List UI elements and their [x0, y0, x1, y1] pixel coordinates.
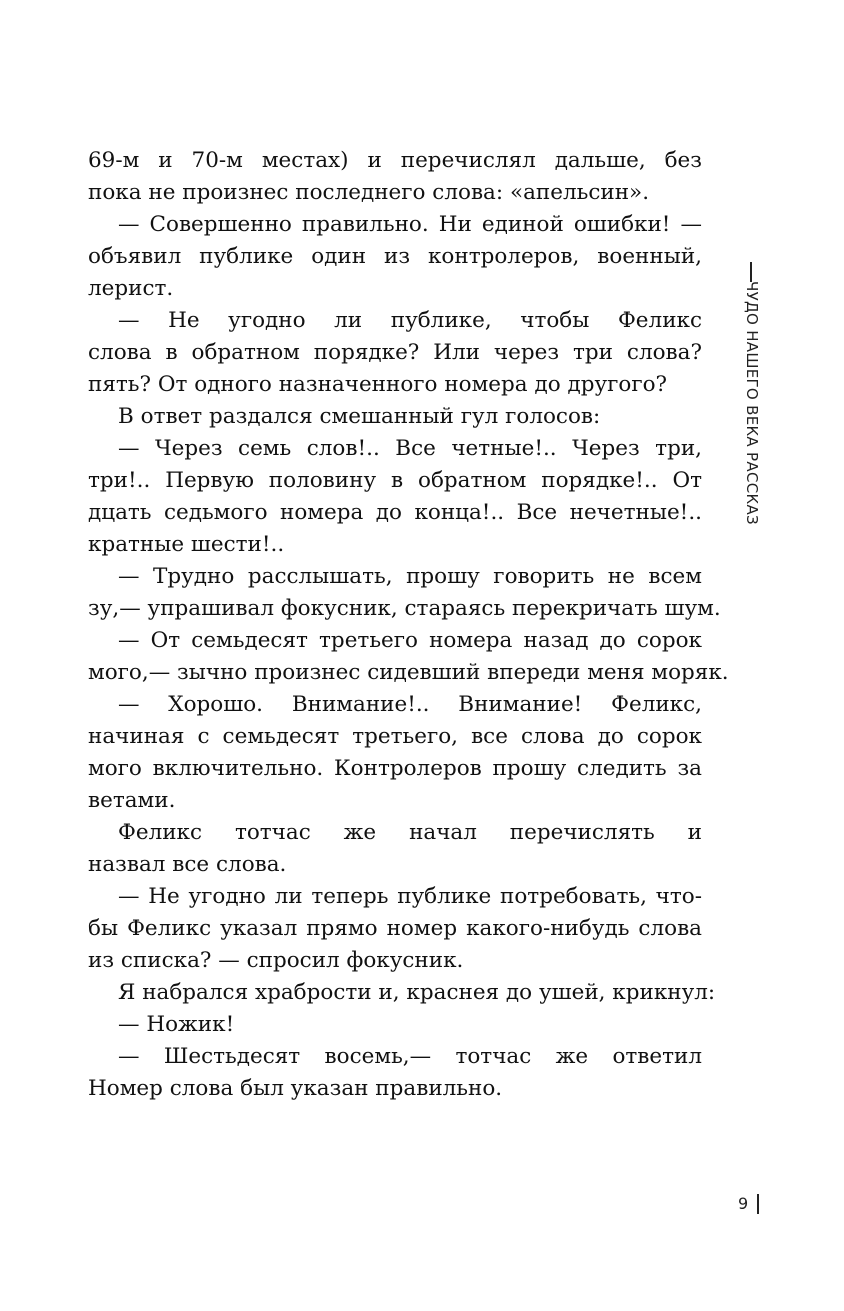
text-line: — Через семь слов!.. Все четные!.. Через три, [118, 436, 702, 461]
text-line: ветами. [88, 788, 176, 813]
text-line: В ответ раздался смешанный гул голосов: [118, 404, 601, 429]
text-line: — Ножик! [118, 1012, 235, 1037]
text-line: — Совершенно правильно. Ни единой ошибки! — [118, 212, 702, 237]
text-line: — От семьдесят третьего номера назад до сорок [118, 628, 702, 653]
text-line: Феликс тотчас же начал перечислять и [118, 820, 702, 845]
text-line: назвал все слова. [88, 852, 287, 877]
text-line: — Не угодно ли теперь публике потребовать, что- [118, 884, 702, 909]
text-line: мого,— зычно произнес сидевший впереди меня моряк. [88, 660, 729, 685]
text-line: из списка? — спросил фокусник. [88, 948, 464, 973]
text-line: дцать седьмого номера до конца!.. Все нечетные!.. [88, 500, 702, 525]
text-line: пять? От одного назначенного номера до другого? [88, 372, 668, 397]
text-line: зу,— упрашивал фокусник, стараясь перекричать шум. [88, 596, 721, 621]
text-line: слова в обратном порядке? Или через три слова? [88, 340, 702, 365]
text-line: Я набрался храбрости и, краснея до ушей, крикнул: [118, 980, 716, 1005]
text-line: пока не произнес последнего слова: «апельсин». [88, 180, 650, 205]
text-line: мого включительно. Контролеров прошу следить за [88, 756, 702, 781]
text-line: начиная с семьдесят третьего, все слова до сорок [88, 724, 702, 749]
text-line: кратные шести!.. [88, 532, 285, 557]
text-line: объявил публике один из контролеров, военный, [88, 244, 702, 269]
text-line: — Не угодно ли публике, чтобы Феликс [118, 308, 702, 333]
text-line: Номер слова был указан правильно. [88, 1076, 503, 1101]
page-number-bar [757, 1194, 759, 1214]
text-line: — Шестьдесят восемь,— тотчас же ответил [118, 1044, 702, 1069]
body-text [88, 145, 729, 1105]
text-line: — Хорошо. Внимание!.. Внимание! Феликс, [118, 692, 702, 717]
running-head [742, 262, 762, 562]
text-line: три!.. Первую половину в обратном порядке!.. От [88, 468, 702, 493]
text-line: — Трудно расслышать, прошу говорить не всем [118, 564, 702, 589]
text-line: бы Феликс указал прямо номер какого-нибудь слова [88, 916, 702, 941]
running-head-title: ЧУДО НАШЕГО ВЕКА РАССКАЗ [743, 281, 761, 525]
running-head-bar [750, 262, 752, 282]
text-line: лерист. [88, 276, 174, 301]
text-line: 69-м и 70-м местах) и перечислял дальше, без [88, 148, 702, 173]
page-number: 9 [738, 1194, 749, 1213]
